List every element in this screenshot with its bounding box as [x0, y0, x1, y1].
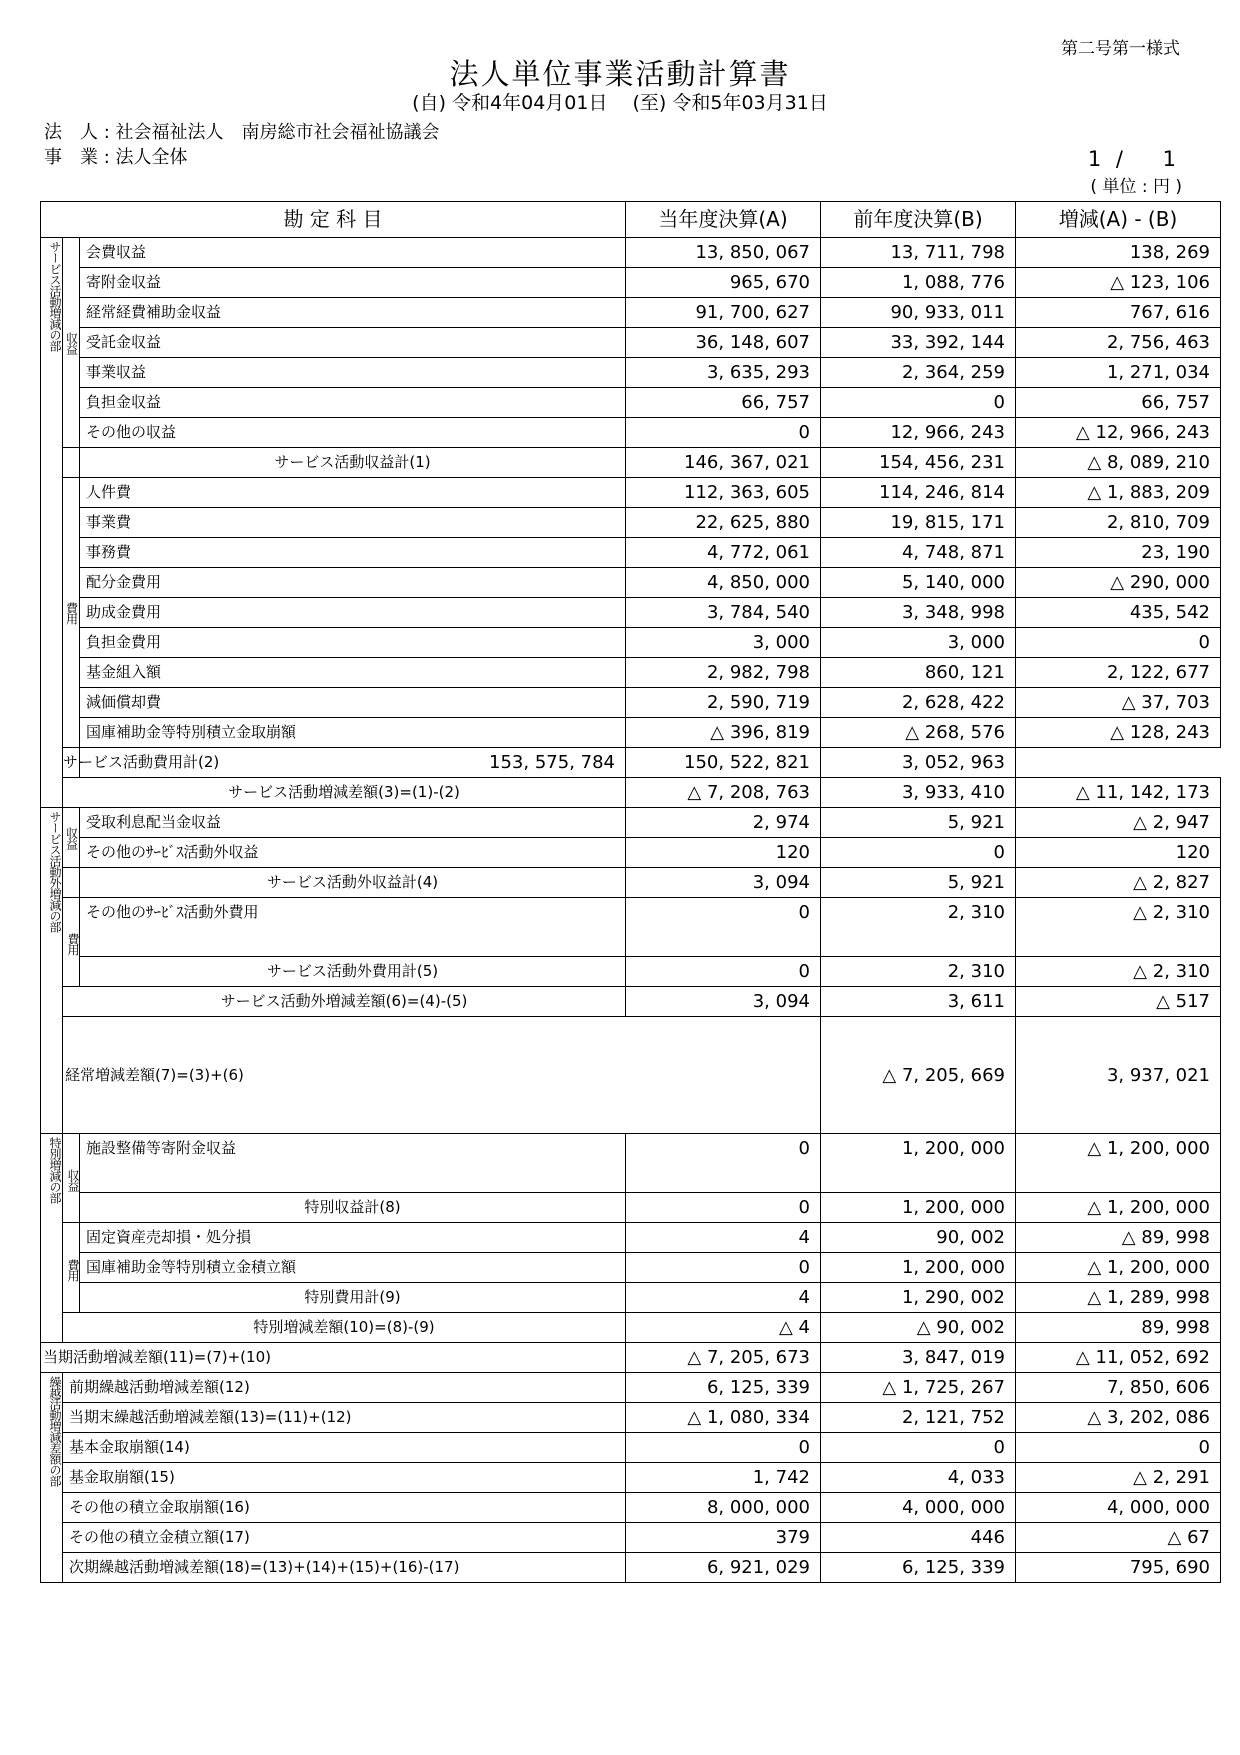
business-name: 事 業 : 法人全体	[44, 147, 188, 168]
row-diff: △ 1, 200, 000	[1016, 1193, 1221, 1223]
row-current: 146, 367, 021	[626, 448, 821, 478]
row-label: サービス活動外収益計(4)	[80, 868, 626, 898]
group-expense: 費用	[63, 898, 80, 987]
row-current: 6, 921, 029	[626, 1553, 821, 1583]
subtotal-row	[41, 868, 1221, 898]
row-diff: 7, 850, 606	[1016, 1373, 1221, 1403]
row-diff: △ 2, 310	[1016, 898, 1221, 957]
row-diff: 1, 271, 034	[1016, 358, 1221, 388]
row-current: 36, 148, 607	[626, 328, 821, 358]
header-current: 当年度決算(A)	[626, 202, 821, 238]
row-label: 特別費用計(9)	[80, 1283, 626, 1313]
row-current: 8, 000, 000	[626, 1493, 821, 1523]
row-current: 4, 850, 000	[626, 568, 821, 598]
row-current: 3, 094	[626, 868, 821, 898]
statement-table-frame	[40, 201, 1210, 1578]
row-current: 0	[626, 1253, 821, 1283]
row-diff: 120	[1016, 838, 1221, 868]
row-diff: △ 2, 310	[1016, 957, 1221, 987]
row-previous: 3, 348, 998	[821, 598, 1016, 628]
table-row	[41, 1553, 1221, 1583]
row-current: 3, 635, 293	[626, 358, 821, 388]
row-label: 事業収益	[80, 358, 626, 388]
row-previous: 3, 000	[821, 628, 1016, 658]
table-row	[41, 598, 1221, 628]
table-row	[41, 1134, 1221, 1193]
row-current: 120	[626, 838, 821, 868]
row-previous: 90, 002	[821, 1223, 1016, 1253]
row-current: 22, 625, 880	[626, 508, 821, 538]
table-row	[41, 298, 1221, 328]
row-label: 次期繰越活動増減差額(18)=(13)+(14)+(15)+(16)-(17)	[63, 1553, 626, 1583]
row-label: サービス活動増減差額(3)=(1)-(2)	[63, 778, 626, 808]
row-label: 基金組入額	[80, 658, 626, 688]
row-previous: 3, 937, 021	[1016, 1017, 1221, 1134]
row-diff: △ 517	[1016, 987, 1221, 1017]
table-row	[41, 388, 1221, 418]
row-current: 66, 757	[626, 388, 821, 418]
table-row	[41, 1433, 1221, 1463]
row-previous: 114, 246, 814	[821, 478, 1016, 508]
row-previous: △ 90, 002	[821, 1313, 1016, 1343]
total-row	[41, 1343, 1221, 1373]
row-label: その他の積立金取崩額(16)	[63, 1493, 626, 1523]
row-diff: △ 37, 703	[1016, 688, 1221, 718]
row-label: 特別収益計(8)	[80, 1193, 626, 1223]
row-diff: 23, 190	[1016, 538, 1221, 568]
subtotal-row	[41, 448, 1221, 478]
row-previous: 90, 933, 011	[821, 298, 1016, 328]
row-previous: 3, 611	[821, 987, 1016, 1017]
row-current: 2, 974	[626, 808, 821, 838]
header-account: 勘 定 科 目	[41, 202, 626, 238]
table-row	[41, 628, 1221, 658]
row-current: 0	[626, 957, 821, 987]
table-row	[41, 658, 1221, 688]
row-previous: 1, 200, 000	[821, 1193, 1016, 1223]
row-current: △ 7, 205, 669	[821, 1017, 1016, 1134]
row-label: その他のｻｰﾋﾞｽ活動外収益	[80, 838, 626, 868]
row-diff: △ 12, 966, 243	[1016, 418, 1221, 448]
group-expense: 費用	[63, 478, 80, 748]
row-current: 379	[626, 1523, 821, 1553]
row-label: 国庫補助金等特別積立金積立額	[80, 1253, 626, 1283]
row-label: 固定資産売却損・処分損	[80, 1223, 626, 1253]
row-label: 当期末繰越活動増減差額(13)=(11)+(12)	[63, 1403, 626, 1433]
table-row	[41, 808, 1221, 838]
row-current: 0	[626, 1193, 821, 1223]
row-diff: 0	[1016, 628, 1221, 658]
total-row	[41, 1017, 1221, 1134]
row-diff: 435, 542	[1016, 598, 1221, 628]
row-diff: △ 1, 200, 000	[1016, 1134, 1221, 1193]
row-label: 基本金取崩額(14)	[63, 1433, 626, 1463]
row-label: 会費収益	[80, 238, 626, 268]
row-label: 経常増減差額(7)=(3)+(6)	[63, 1017, 821, 1134]
header-diff: 増減(A) - (B)	[1016, 202, 1221, 238]
row-diff: 89, 998	[1016, 1313, 1221, 1343]
table-row	[41, 1463, 1221, 1493]
table-row	[41, 718, 1221, 748]
row-diff: 0	[1016, 1433, 1221, 1463]
row-previous: 446	[821, 1523, 1016, 1553]
row-diff: 4, 000, 000	[1016, 1493, 1221, 1523]
row-diff: 66, 757	[1016, 388, 1221, 418]
table-row	[41, 1493, 1221, 1523]
row-current: 6, 125, 339	[626, 1373, 821, 1403]
group-revenue: 収益	[63, 238, 80, 448]
row-label: その他のｻｰﾋﾞｽ活動外費用	[80, 898, 626, 957]
row-previous: 5, 921	[821, 808, 1016, 838]
table-row	[41, 898, 1221, 957]
row-current: △ 7, 205, 673	[626, 1343, 821, 1373]
row-previous: 154, 456, 231	[821, 448, 1016, 478]
row-previous: 2, 364, 259	[821, 358, 1016, 388]
row-label: サービス活動外費用計(5)	[80, 957, 626, 987]
section-carry: 繰越活動増減差額の部	[41, 1373, 63, 1583]
table-row	[41, 1223, 1221, 1253]
row-label: 負担金収益	[80, 388, 626, 418]
row-current: 2, 982, 798	[626, 658, 821, 688]
table-row	[41, 478, 1221, 508]
row-label: 前期繰越活動増減差額(12)	[63, 1373, 626, 1403]
row-label: 減価償却費	[80, 688, 626, 718]
row-previous: 1, 290, 002	[821, 1283, 1016, 1313]
group-revenue: 収益	[63, 1134, 80, 1223]
row-current: △ 1, 080, 334	[626, 1403, 821, 1433]
subtotal-row	[41, 1283, 1221, 1313]
row-previous: 1, 200, 000	[821, 1253, 1016, 1283]
row-previous: 2, 310	[821, 898, 1016, 957]
corporation-name: 法 人 : 社会福祉法人 南房総市社会福祉協議会	[44, 122, 440, 143]
row-diff: △ 89, 998	[1016, 1223, 1221, 1253]
row-diff: △ 11, 142, 173	[1016, 778, 1221, 808]
table-row	[41, 568, 1221, 598]
row-diff: △ 1, 289, 998	[1016, 1283, 1221, 1313]
row-label: 施設整備等寄附金収益	[80, 1134, 626, 1193]
table-row	[41, 508, 1221, 538]
row-label: その他の積立金積立額(17)	[63, 1523, 626, 1553]
row-current: 0	[626, 418, 821, 448]
row-label: 事務費	[80, 538, 626, 568]
row-diff: 767, 616	[1016, 298, 1221, 328]
row-label: 経常経費補助金収益	[80, 298, 626, 328]
row-previous: 0	[821, 1433, 1016, 1463]
row-diff: △ 8, 089, 210	[1016, 448, 1221, 478]
row-label: サービス活動外増減差額(6)=(4)-(5)	[63, 987, 626, 1017]
table-row	[41, 238, 1221, 268]
row-label: 寄附金収益	[80, 268, 626, 298]
row-diff: △ 67	[1016, 1523, 1221, 1553]
row-diff: 3, 052, 963	[821, 748, 1016, 778]
subtotal-row	[41, 1193, 1221, 1223]
subtotal-row	[41, 1313, 1221, 1343]
row-label: 特別増減差額(10)=(8)-(9)	[63, 1313, 626, 1343]
row-label: 負担金費用	[80, 628, 626, 658]
row-previous: △ 1, 725, 267	[821, 1373, 1016, 1403]
row-current: △ 396, 819	[626, 718, 821, 748]
row-label: 事業費	[80, 508, 626, 538]
table-row	[41, 418, 1221, 448]
table-row	[41, 538, 1221, 568]
row-previous: 4, 748, 871	[821, 538, 1016, 568]
subtotal-row	[41, 957, 1221, 987]
table-row	[41, 358, 1221, 388]
table-row	[41, 1523, 1221, 1553]
section-nonservice: サービス活動外増減の部	[41, 808, 63, 1134]
row-previous: 33, 392, 144	[821, 328, 1016, 358]
row-label: 助成金費用	[80, 598, 626, 628]
row-diff: 2, 756, 463	[1016, 328, 1221, 358]
row-current: 0	[626, 1134, 821, 1193]
row-previous: 1, 088, 776	[821, 268, 1016, 298]
row-current: 3, 000	[626, 628, 821, 658]
row-previous: 5, 921	[821, 868, 1016, 898]
subtotal-row	[41, 748, 1221, 778]
row-previous: 13, 711, 798	[821, 238, 1016, 268]
row-diff: 2, 810, 709	[1016, 508, 1221, 538]
row-previous: 860, 121	[821, 658, 1016, 688]
row-current: 2, 590, 719	[626, 688, 821, 718]
table-row	[41, 838, 1221, 868]
row-current: 3, 094	[626, 987, 821, 1017]
row-current: 3, 784, 540	[626, 598, 821, 628]
row-label: 基金取崩額(15)	[63, 1463, 626, 1493]
table-header-row	[41, 202, 1221, 238]
row-label: 当期活動増減差額(11)=(7)+(10)	[41, 1343, 626, 1373]
row-current: 91, 700, 627	[626, 298, 821, 328]
row-current: △ 7, 208, 763	[626, 778, 821, 808]
section-service: サービス活動増減の部	[41, 238, 63, 808]
row-previous: 5, 140, 000	[821, 568, 1016, 598]
table-row	[41, 328, 1221, 358]
row-previous: 150, 522, 821	[626, 748, 821, 778]
row-label: 配分金費用	[80, 568, 626, 598]
group-expense: 費用	[63, 1223, 80, 1313]
row-previous: 4, 033	[821, 1463, 1016, 1493]
row-current: 0	[626, 1433, 821, 1463]
row-current: 1, 742	[626, 1463, 821, 1493]
row-previous: 0	[821, 838, 1016, 868]
row-previous: 2, 310	[821, 957, 1016, 987]
row-current: 4, 772, 061	[626, 538, 821, 568]
group-revenue: 収益	[63, 808, 80, 868]
row-previous: △ 268, 576	[821, 718, 1016, 748]
row-diff: 795, 690	[1016, 1553, 1221, 1583]
header-previous: 前年度決算(B)	[821, 202, 1016, 238]
row-current: 0	[626, 898, 821, 957]
row-diff: △ 2, 947	[1016, 808, 1221, 838]
row-current: 965, 670	[626, 268, 821, 298]
row-diff: △ 11, 052, 692	[1016, 1343, 1221, 1373]
fiscal-period: (自) 令和4年04月01日 (至) 令和5年03月31日	[412, 92, 828, 114]
row-label: サービス活動収益計(1)	[80, 448, 626, 478]
row-previous: 0	[821, 388, 1016, 418]
row-diff: △ 2, 827	[1016, 868, 1221, 898]
row-diff: △ 128, 243	[1016, 718, 1221, 748]
row-previous: 12, 966, 243	[821, 418, 1016, 448]
row-current: △ 4	[626, 1313, 821, 1343]
row-current: 4	[626, 1223, 821, 1253]
row-previous: 3, 933, 410	[821, 778, 1016, 808]
table-row	[41, 1403, 1221, 1433]
row-diff: △ 2, 291	[1016, 1463, 1221, 1493]
row-diff: △ 290, 000	[1016, 568, 1221, 598]
row-diff: 2, 122, 677	[1016, 658, 1221, 688]
row-previous: 6, 125, 339	[821, 1553, 1016, 1583]
row-current: 153, 575, 784	[80, 748, 626, 778]
row-diff: △ 3, 202, 086	[1016, 1403, 1221, 1433]
row-current: 13, 850, 067	[626, 238, 821, 268]
row-label: その他の収益	[80, 418, 626, 448]
row-current: 4	[626, 1283, 821, 1313]
row-label: 受託金収益	[80, 328, 626, 358]
table-row	[41, 688, 1221, 718]
row-label: 国庫補助金等特別積立金取崩額	[80, 718, 626, 748]
table-row	[41, 1373, 1221, 1403]
subtotal-row	[41, 778, 1221, 808]
row-label: 受取利息配当金収益	[80, 808, 626, 838]
row-diff: △ 1, 200, 000	[1016, 1253, 1221, 1283]
row-diff: 138, 269	[1016, 238, 1221, 268]
section-special: 特別増減の部	[41, 1134, 63, 1343]
table-row	[41, 1253, 1221, 1283]
row-previous: 3, 847, 019	[821, 1343, 1016, 1373]
document-title: 法人単位事業活動計算書	[449, 57, 791, 91]
currency-unit: ( 単位 : 円 )	[1090, 177, 1182, 197]
row-label: 人件費	[80, 478, 626, 508]
row-label: サービス活動費用計(2)	[63, 748, 80, 778]
table-row	[41, 268, 1221, 298]
row-previous: 4, 000, 000	[821, 1493, 1016, 1523]
row-diff: △ 123, 106	[1016, 268, 1221, 298]
page-number: 1 / 1	[1087, 147, 1180, 171]
row-previous: 2, 121, 752	[821, 1403, 1016, 1433]
statement-table	[40, 201, 1221, 1583]
subtotal-row	[41, 987, 1221, 1017]
row-previous: 19, 815, 171	[821, 508, 1016, 538]
row-current: 112, 363, 605	[626, 478, 821, 508]
row-previous: 1, 200, 000	[821, 1134, 1016, 1193]
row-diff: △ 1, 883, 209	[1016, 478, 1221, 508]
form-number: 第二号第一様式	[1061, 39, 1180, 59]
row-previous: 2, 628, 422	[821, 688, 1016, 718]
